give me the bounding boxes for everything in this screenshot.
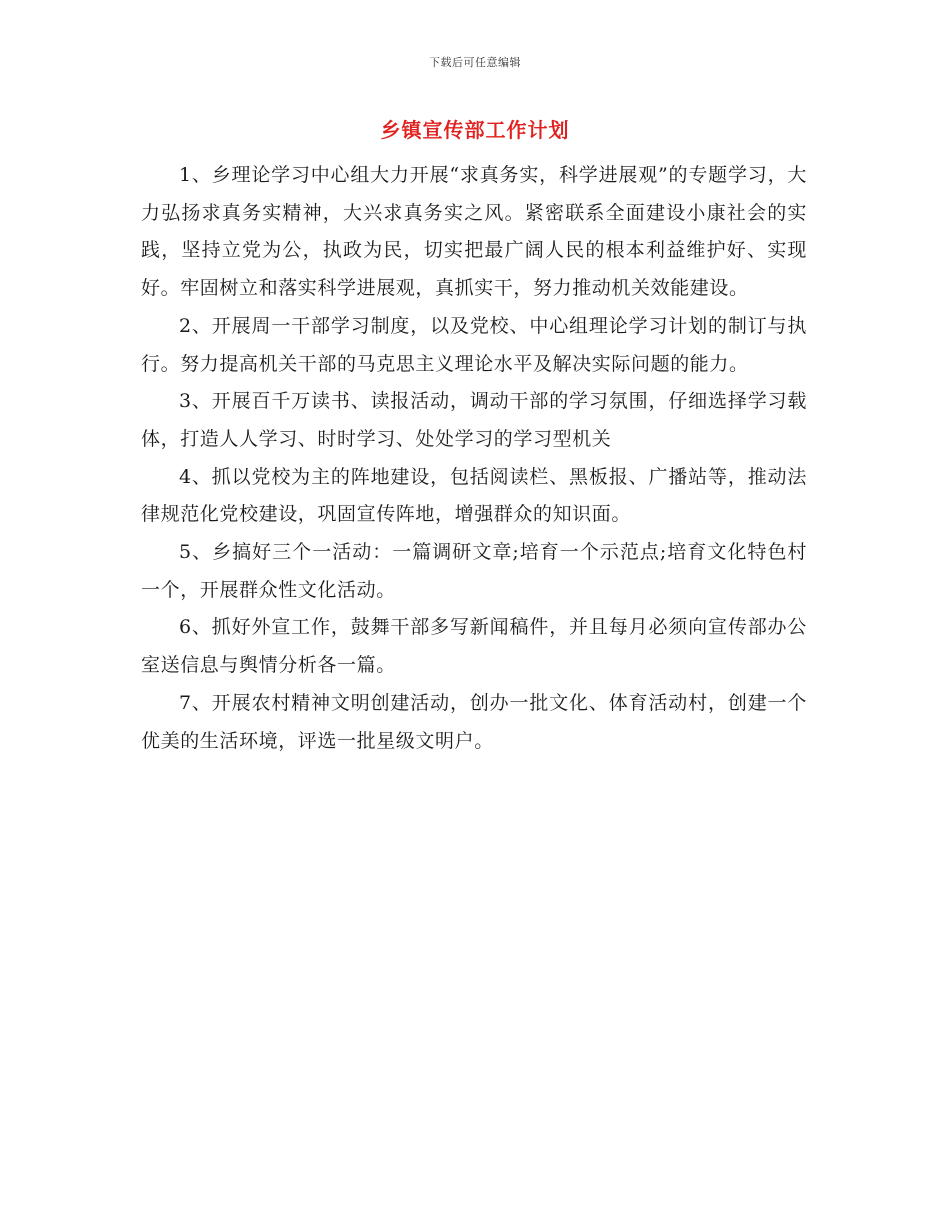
paragraph-3: 3、开展百千万读书、读报活动，调动干部的学习氛围，仔细选择学习载体，打造人人学习、时时学习、处处学习的学习型机关	[141, 390, 807, 450]
paragraph-1: 1、乡理论学习中心组大力开展“求真务实，科学进展观”的专题学习，大力弘扬求真务实精神，大兴求真务实之风。紧密联系全面建设小康社会的实践，坚持立党为公，执政为民，切实把最广阔人民的根本利益维护好、实现好。牢固树立和落实科学进展观，真抓实干，努力推动机关效能建设。	[141, 164, 807, 300]
paragraph-5: 5、乡搞好三个一活动：一篇调研文章;培育一个示范点;培育文化特色村一个，开展群众性文化活动。	[141, 541, 807, 601]
document-body	[141, 157, 807, 760]
document-title: 乡镇宣传部工作计划	[380, 118, 570, 142]
paragraph-4: 4、抓以党校为主的阵地建设，包括阅读栏、黑板报、广播站等，推动法律规范化党校建设，巩固宣传阵地，增强群众的知识面。	[141, 465, 807, 526]
paragraph-6: 6、抓好外宣工作，鼓舞干部多写新闻稿件，并且每月必须向宣传部办公室送信息与舆情分析各一篇。	[141, 616, 807, 677]
header-note: 下载后可任意编辑	[429, 56, 521, 69]
paragraph-2: 2、开展周一干部学习制度，以及党校、中心组理论学习计划的制订与执行。努力提高机关干部的马克思主义理论水平及解决实际问题的能力。	[141, 314, 807, 375]
paragraph-7: 7、开展农村精神文明创建活动，创办一批文化、体育活动村，创建一个优美的生活环境，评选一批星级文明户。	[141, 691, 807, 752]
